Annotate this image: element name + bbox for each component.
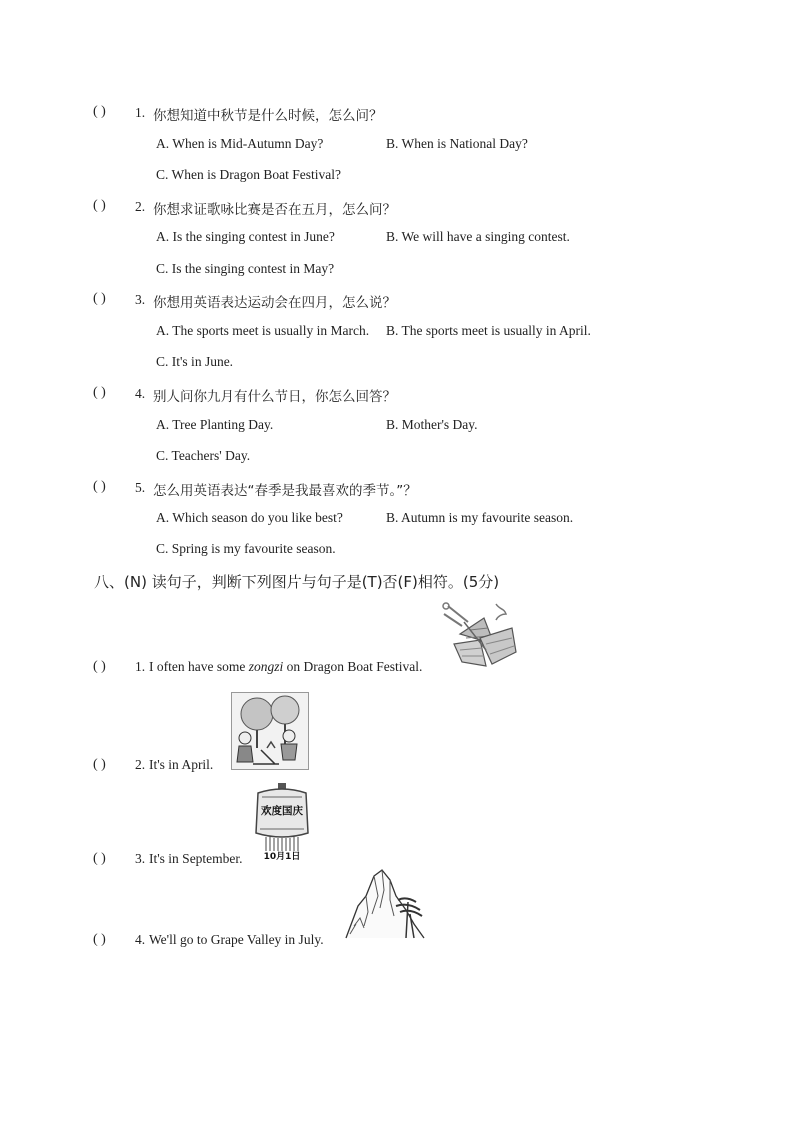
lantern-picture <box>252 783 312 863</box>
option-a: A. Which season do you like best? <box>156 510 343 525</box>
answer-blank[interactable]: ( ) <box>93 659 106 674</box>
option-b: B. Autumn is my favourite season. <box>386 510 574 525</box>
lantern-date: 10月1日 <box>263 852 301 862</box>
question-number: 2. <box>135 199 146 214</box>
question-stem: 你想用英语表达运动会在四月，怎么说？ <box>153 295 396 311</box>
item-sentence: We'll go to Grape Valley in July. <box>149 932 324 947</box>
option-c: C. When is Dragon Boat Festival? <box>156 167 341 182</box>
answer-blank[interactable]: ( ) <box>93 104 106 119</box>
option-a: A. Tree Planting Day. <box>156 417 274 432</box>
answer-blank[interactable]: ( ) <box>93 932 106 947</box>
answer-blank[interactable]: ( ) <box>93 385 106 400</box>
question-number: 5. <box>135 480 146 495</box>
answer-blank[interactable]: ( ) <box>93 479 106 494</box>
answer-blank[interactable]: ( ) <box>93 851 106 866</box>
zongzi-picture <box>440 600 520 672</box>
option-a: A. The sports meet is usually in March. <box>156 323 370 338</box>
item-number: 4. <box>135 932 146 947</box>
answer-blank[interactable]: ( ) <box>93 757 106 772</box>
option-a: A. Is the singing contest in June? <box>156 229 335 244</box>
question-stem: 别人问你九月有什么节日，你怎么回答？ <box>153 389 396 405</box>
item-sentence: It's in September. <box>149 851 243 866</box>
option-c: C. It's in June. <box>156 354 234 369</box>
item-sentence: I often have some zongzi on Dragon Boat Festival. <box>149 659 423 674</box>
option-a: A. When is Mid-Autumn Day? <box>156 136 324 151</box>
option-c: C. Spring is my favourite season. <box>156 541 336 556</box>
answer-blank[interactable]: ( ) <box>93 291 106 306</box>
option-c: C. Teachers' Day. <box>156 448 251 463</box>
item-number: 3. <box>135 851 146 866</box>
option-b: B. The sports meet is usually in April. <box>386 323 591 338</box>
lantern-text: 欢度国庆 <box>261 805 303 817</box>
option-b: B. When is National Day? <box>386 136 528 151</box>
question-number: 1. <box>135 105 146 120</box>
item-number: 1. <box>135 659 146 674</box>
question-stem: 你想求证歌咏比赛是否在五月，怎么问？ <box>153 202 396 218</box>
question-number: 3. <box>135 292 146 307</box>
question-stem: 怎么用英语表达“春季是我最喜欢的季节。”？ <box>153 483 417 499</box>
tree-planting-picture <box>231 692 309 770</box>
item-number: 2. <box>135 757 146 772</box>
question-stem: 你想知道中秋节是什么时候，怎么问？ <box>153 108 383 124</box>
option-c: C. Is the singing contest in May? <box>156 261 335 276</box>
answer-blank[interactable]: ( ) <box>93 198 106 213</box>
mountain-picture <box>344 866 426 940</box>
question-number: 4. <box>135 386 146 401</box>
item-sentence: It's in April. <box>149 757 214 772</box>
option-b: B. Mother's Day. <box>386 417 478 432</box>
section-heading: 八、(N) 读句子，判断下列图片与句子是(T)否(F)相符。(5分) <box>94 573 500 591</box>
option-b: B. We will have a singing contest. <box>386 229 570 244</box>
